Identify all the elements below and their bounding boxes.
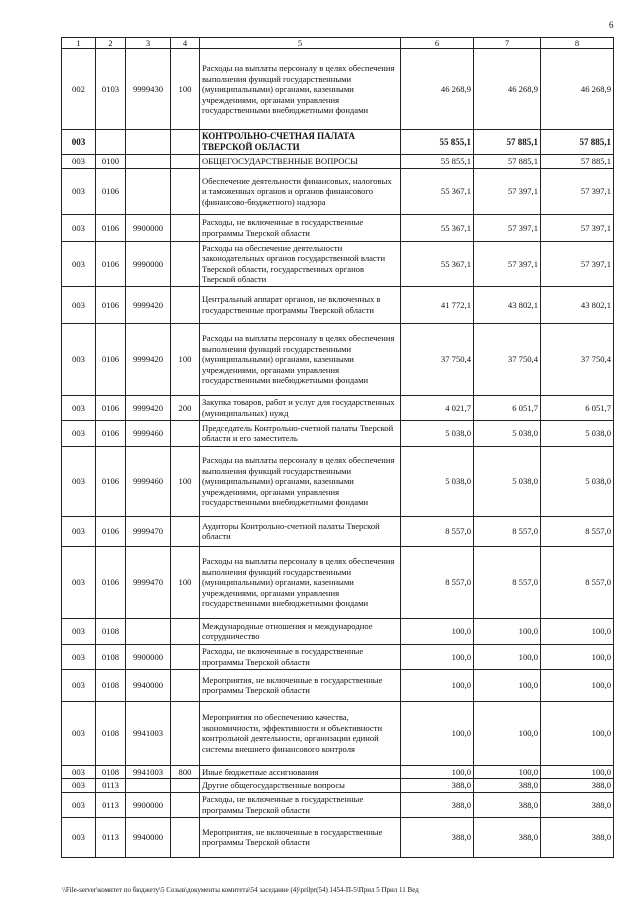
section-code-cell: 0106	[96, 516, 126, 546]
amount-year1-cell: 55 855,1	[401, 155, 474, 168]
description-cell: Мероприятия, не включенные в государственные программы Тверской области	[200, 669, 401, 701]
table-row	[62, 817, 614, 857]
amount-year1-cell: 388,0	[401, 779, 474, 792]
section-code-cell: 0108	[96, 765, 126, 778]
amount-year1-cell: 388,0	[401, 817, 474, 857]
column-header-5: 5	[200, 38, 401, 49]
amount-year3-cell: 388,0	[541, 779, 614, 792]
table-row	[62, 765, 614, 778]
amount-year2-cell: 6 051,7	[474, 395, 541, 420]
ministry-code-cell: 003	[62, 516, 96, 546]
amount-year3-cell: 388,0	[541, 792, 614, 817]
expense-type-cell	[171, 286, 200, 323]
amount-year2-cell: 388,0	[474, 792, 541, 817]
section-code-cell: 0106	[96, 241, 126, 286]
ministry-code-cell: 003	[62, 669, 96, 701]
amount-year1-cell: 4 021,7	[401, 395, 474, 420]
expense-type-cell	[171, 516, 200, 546]
amount-year2-cell: 57 885,1	[474, 130, 541, 155]
amount-year3-cell: 57 885,1	[541, 130, 614, 155]
expense-type-cell	[171, 618, 200, 644]
amount-year1-cell: 55 855,1	[401, 130, 474, 155]
target-article-cell: 9999430	[126, 49, 171, 130]
amount-year3-cell: 100,0	[541, 669, 614, 701]
target-article-cell: 9900000	[126, 644, 171, 669]
expense-type-cell	[171, 155, 200, 168]
amount-year1-cell: 41 772,1	[401, 286, 474, 323]
column-header-4: 4	[171, 38, 200, 49]
description-cell: Расходы на выплаты персоналу в целях обеспечения выполнения функций государственными (муниципальными) органами, казенными учреждениями, органами управления государственными внебюджетными фондами	[200, 546, 401, 618]
amount-year2-cell: 388,0	[474, 779, 541, 792]
table-row	[62, 214, 614, 241]
target-article-cell: 9999470	[126, 546, 171, 618]
amount-year2-cell: 43 802,1	[474, 286, 541, 323]
target-article-cell: 9999460	[126, 420, 171, 446]
amount-year2-cell: 46 268,9	[474, 49, 541, 130]
table-row	[62, 168, 614, 214]
table-row	[62, 618, 614, 644]
amount-year2-cell: 100,0	[474, 618, 541, 644]
section-code-cell: 0108	[96, 701, 126, 765]
amount-year3-cell: 8 557,0	[541, 546, 614, 618]
target-article-cell: 9999420	[126, 323, 171, 395]
section-code-cell: 0113	[96, 779, 126, 792]
target-article-cell: 9999470	[126, 516, 171, 546]
ministry-code-cell: 003	[62, 779, 96, 792]
column-header-3: 3	[126, 38, 171, 49]
expense-type-cell: 100	[171, 49, 200, 130]
column-header-2: 2	[96, 38, 126, 49]
target-article-cell: 9941003	[126, 701, 171, 765]
expense-type-cell	[171, 420, 200, 446]
amount-year2-cell: 388,0	[474, 817, 541, 857]
section-code-cell: 0106	[96, 323, 126, 395]
description-cell: КОНТРОЛЬНО-СЧЕТНАЯ ПАЛАТА ТВЕРСКОЙ ОБЛАСТИ	[200, 130, 401, 155]
amount-year2-cell: 5 038,0	[474, 420, 541, 446]
section-code-cell: 0106	[96, 395, 126, 420]
description-cell: Международные отношения и международное сотрудничество	[200, 618, 401, 644]
amount-year3-cell: 57 397,1	[541, 241, 614, 286]
table-row	[62, 49, 614, 130]
section-code-cell: 0113	[96, 817, 126, 857]
amount-year1-cell: 55 367,1	[401, 168, 474, 214]
expense-type-cell	[171, 644, 200, 669]
amount-year1-cell: 100,0	[401, 618, 474, 644]
expense-type-cell: 100	[171, 446, 200, 516]
amount-year1-cell: 5 038,0	[401, 420, 474, 446]
section-code-cell: 0108	[96, 669, 126, 701]
table-row	[62, 779, 614, 792]
description-cell: Аудиторы Контрольно-счетной палаты Тверской области	[200, 516, 401, 546]
expense-type-cell	[171, 779, 200, 792]
target-article-cell: 9940000	[126, 669, 171, 701]
description-cell: Расходы на выплаты персоналу в целях обеспечения выполнения функций государственными (муниципальными) органами, казенными учреждениями, органами управления государственными внебюджетными фондами	[200, 49, 401, 130]
expense-type-cell	[171, 669, 200, 701]
description-cell: Иные бюджетные ассигнования	[200, 765, 401, 778]
section-code-cell: 0106	[96, 546, 126, 618]
target-article-cell: 9941003	[126, 765, 171, 778]
section-code-cell: 0106	[96, 214, 126, 241]
amount-year3-cell: 8 557,0	[541, 516, 614, 546]
target-article-cell: 9990000	[126, 241, 171, 286]
ministry-code-cell: 003	[62, 155, 96, 168]
amount-year3-cell: 100,0	[541, 644, 614, 669]
amount-year2-cell: 8 557,0	[474, 546, 541, 618]
amount-year2-cell: 57 397,1	[474, 214, 541, 241]
ministry-code-cell: 003	[62, 644, 96, 669]
amount-year1-cell: 100,0	[401, 669, 474, 701]
amount-year1-cell: 37 750,4	[401, 323, 474, 395]
table-row	[62, 130, 614, 155]
header-row	[62, 38, 614, 49]
table-row	[62, 286, 614, 323]
target-article-cell: 9900000	[126, 214, 171, 241]
amount-year3-cell: 100,0	[541, 618, 614, 644]
description-cell: Расходы, не включенные в государственные программы Тверской области	[200, 792, 401, 817]
column-header-8: 8	[541, 38, 614, 49]
description-cell: Центральный аппарат органов, не включенных в государственные программы Тверской области	[200, 286, 401, 323]
column-header-7: 7	[474, 38, 541, 49]
description-cell: Расходы на выплаты персоналу в целях обеспечения выполнения функций государственными (муниципальными) органами, казенными учреждениями, органами управления государственными внебюджетными фондами	[200, 323, 401, 395]
ministry-code-cell: 003	[62, 395, 96, 420]
section-code-cell: 0106	[96, 168, 126, 214]
page-number: 6	[609, 20, 614, 30]
ministry-code-cell: 003	[62, 286, 96, 323]
section-code-cell: 0103	[96, 49, 126, 130]
ministry-code-cell: 003	[62, 446, 96, 516]
amount-year3-cell: 57 397,1	[541, 168, 614, 214]
amount-year2-cell: 37 750,4	[474, 323, 541, 395]
ministry-code-cell: 003	[62, 241, 96, 286]
ministry-code-cell: 003	[62, 817, 96, 857]
description-cell: Закупка товаров, работ и услуг для государственных (муниципальных) нужд	[200, 395, 401, 420]
target-article-cell: 9999420	[126, 395, 171, 420]
table-row	[62, 155, 614, 168]
ministry-code-cell: 003	[62, 765, 96, 778]
expense-type-cell	[171, 168, 200, 214]
amount-year2-cell: 57 397,1	[474, 241, 541, 286]
section-code-cell: 0108	[96, 644, 126, 669]
amount-year3-cell: 37 750,4	[541, 323, 614, 395]
ministry-code-cell: 002	[62, 49, 96, 130]
section-code-cell: 0106	[96, 420, 126, 446]
amount-year1-cell: 55 367,1	[401, 241, 474, 286]
ministry-code-cell: 003	[62, 546, 96, 618]
amount-year2-cell: 100,0	[474, 701, 541, 765]
amount-year1-cell: 46 268,9	[401, 49, 474, 130]
amount-year2-cell: 57 885,1	[474, 155, 541, 168]
target-article-cell	[126, 130, 171, 155]
table-body	[62, 49, 614, 857]
table-row	[62, 241, 614, 286]
expense-type-cell: 100	[171, 323, 200, 395]
target-article-cell	[126, 618, 171, 644]
amount-year2-cell: 8 557,0	[474, 516, 541, 546]
ministry-code-cell: 003	[62, 618, 96, 644]
table-row	[62, 323, 614, 395]
table-row	[62, 420, 614, 446]
section-code-cell: 0108	[96, 618, 126, 644]
table-row	[62, 644, 614, 669]
section-code-cell	[96, 130, 126, 155]
expense-type-cell	[171, 214, 200, 241]
target-article-cell: 9999420	[126, 286, 171, 323]
amount-year2-cell: 100,0	[474, 669, 541, 701]
expense-type-cell: 800	[171, 765, 200, 778]
amount-year1-cell: 100,0	[401, 765, 474, 778]
expense-type-cell	[171, 817, 200, 857]
description-cell: Другие общегосударственные вопросы	[200, 779, 401, 792]
amount-year1-cell: 5 038,0	[401, 446, 474, 516]
description-cell: Расходы на выплаты персоналу в целях обеспечения выполнения функций государственными (муниципальными) органами, казенными учреждениями, органами управления государственными внебюджетными фондами	[200, 446, 401, 516]
amount-year3-cell: 57 397,1	[541, 214, 614, 241]
amount-year3-cell: 100,0	[541, 765, 614, 778]
target-article-cell: 9940000	[126, 817, 171, 857]
table-row	[62, 792, 614, 817]
amount-year1-cell: 100,0	[401, 644, 474, 669]
description-cell: Обеспечение деятельности финансовых, налоговых и таможенных органов и органов финансового (финансово-бюджетного) надзора	[200, 168, 401, 214]
expense-type-cell: 100	[171, 546, 200, 618]
target-article-cell: 9900000	[126, 792, 171, 817]
description-cell: Мероприятия, не включенные в государственные программы Тверской области	[200, 817, 401, 857]
expense-type-cell: 200	[171, 395, 200, 420]
description-cell: Расходы на обеспечение деятельности законодательных органов государственной власти Тверской области, государственных органов Тверской области	[200, 241, 401, 286]
expense-type-cell	[171, 701, 200, 765]
section-code-cell: 0106	[96, 446, 126, 516]
amount-year3-cell: 57 885,1	[541, 155, 614, 168]
column-header-1: 1	[62, 38, 96, 49]
amount-year2-cell: 100,0	[474, 765, 541, 778]
section-code-cell: 0113	[96, 792, 126, 817]
expense-type-cell	[171, 792, 200, 817]
amount-year3-cell: 5 038,0	[541, 420, 614, 446]
amount-year3-cell: 5 038,0	[541, 446, 614, 516]
ministry-code-cell: 003	[62, 792, 96, 817]
column-header-6: 6	[401, 38, 474, 49]
table-row	[62, 546, 614, 618]
budget-table	[61, 37, 614, 858]
amount-year1-cell: 8 557,0	[401, 516, 474, 546]
amount-year3-cell: 100,0	[541, 701, 614, 765]
amount-year2-cell: 57 397,1	[474, 168, 541, 214]
table-row	[62, 395, 614, 420]
table-row	[62, 446, 614, 516]
amount-year1-cell: 100,0	[401, 701, 474, 765]
amount-year2-cell: 100,0	[474, 644, 541, 669]
ministry-code-cell: 003	[62, 701, 96, 765]
expense-type-cell	[171, 130, 200, 155]
ministry-code-cell: 003	[62, 323, 96, 395]
amount-year3-cell: 46 268,9	[541, 49, 614, 130]
ministry-code-cell: 003	[62, 168, 96, 214]
target-article-cell	[126, 155, 171, 168]
table-row	[62, 669, 614, 701]
description-cell: ОБЩЕГОСУДАРСТВЕННЫЕ ВОПРОСЫ	[200, 155, 401, 168]
section-code-cell: 0100	[96, 155, 126, 168]
amount-year1-cell: 388,0	[401, 792, 474, 817]
ministry-code-cell: 003	[62, 214, 96, 241]
section-code-cell: 0106	[96, 286, 126, 323]
ministry-code-cell: 003	[62, 420, 96, 446]
amount-year3-cell: 6 051,7	[541, 395, 614, 420]
table-row	[62, 516, 614, 546]
file-path-footer: \\File-server\комитет по бюджету\5 Созыв\документы комитета\54 заседание (4)\prilpr(54) 1454-П-5\Прил 5 Прил 11 Вед	[62, 886, 419, 894]
amount-year3-cell: 43 802,1	[541, 286, 614, 323]
target-article-cell	[126, 779, 171, 792]
amount-year1-cell: 8 557,0	[401, 546, 474, 618]
description-cell: Расходы, не включенные в государственные программы Тверской области	[200, 214, 401, 241]
target-article-cell	[126, 168, 171, 214]
ministry-code-cell: 003	[62, 130, 96, 155]
table-row	[62, 701, 614, 765]
description-cell: Председатель Контрольно-счетной палаты Тверской области и его заместитель	[200, 420, 401, 446]
description-cell: Расходы, не включенные в государственные программы Тверской области	[200, 644, 401, 669]
target-article-cell: 9999460	[126, 446, 171, 516]
amount-year2-cell: 5 038,0	[474, 446, 541, 516]
amount-year3-cell: 388,0	[541, 817, 614, 857]
expense-type-cell	[171, 241, 200, 286]
description-cell: Мероприятия по обеспечению качества, экономичности, эффективности и объективности контрольной деятельности, организации единой системы внешнего финансового контроля	[200, 701, 401, 765]
amount-year1-cell: 55 367,1	[401, 214, 474, 241]
